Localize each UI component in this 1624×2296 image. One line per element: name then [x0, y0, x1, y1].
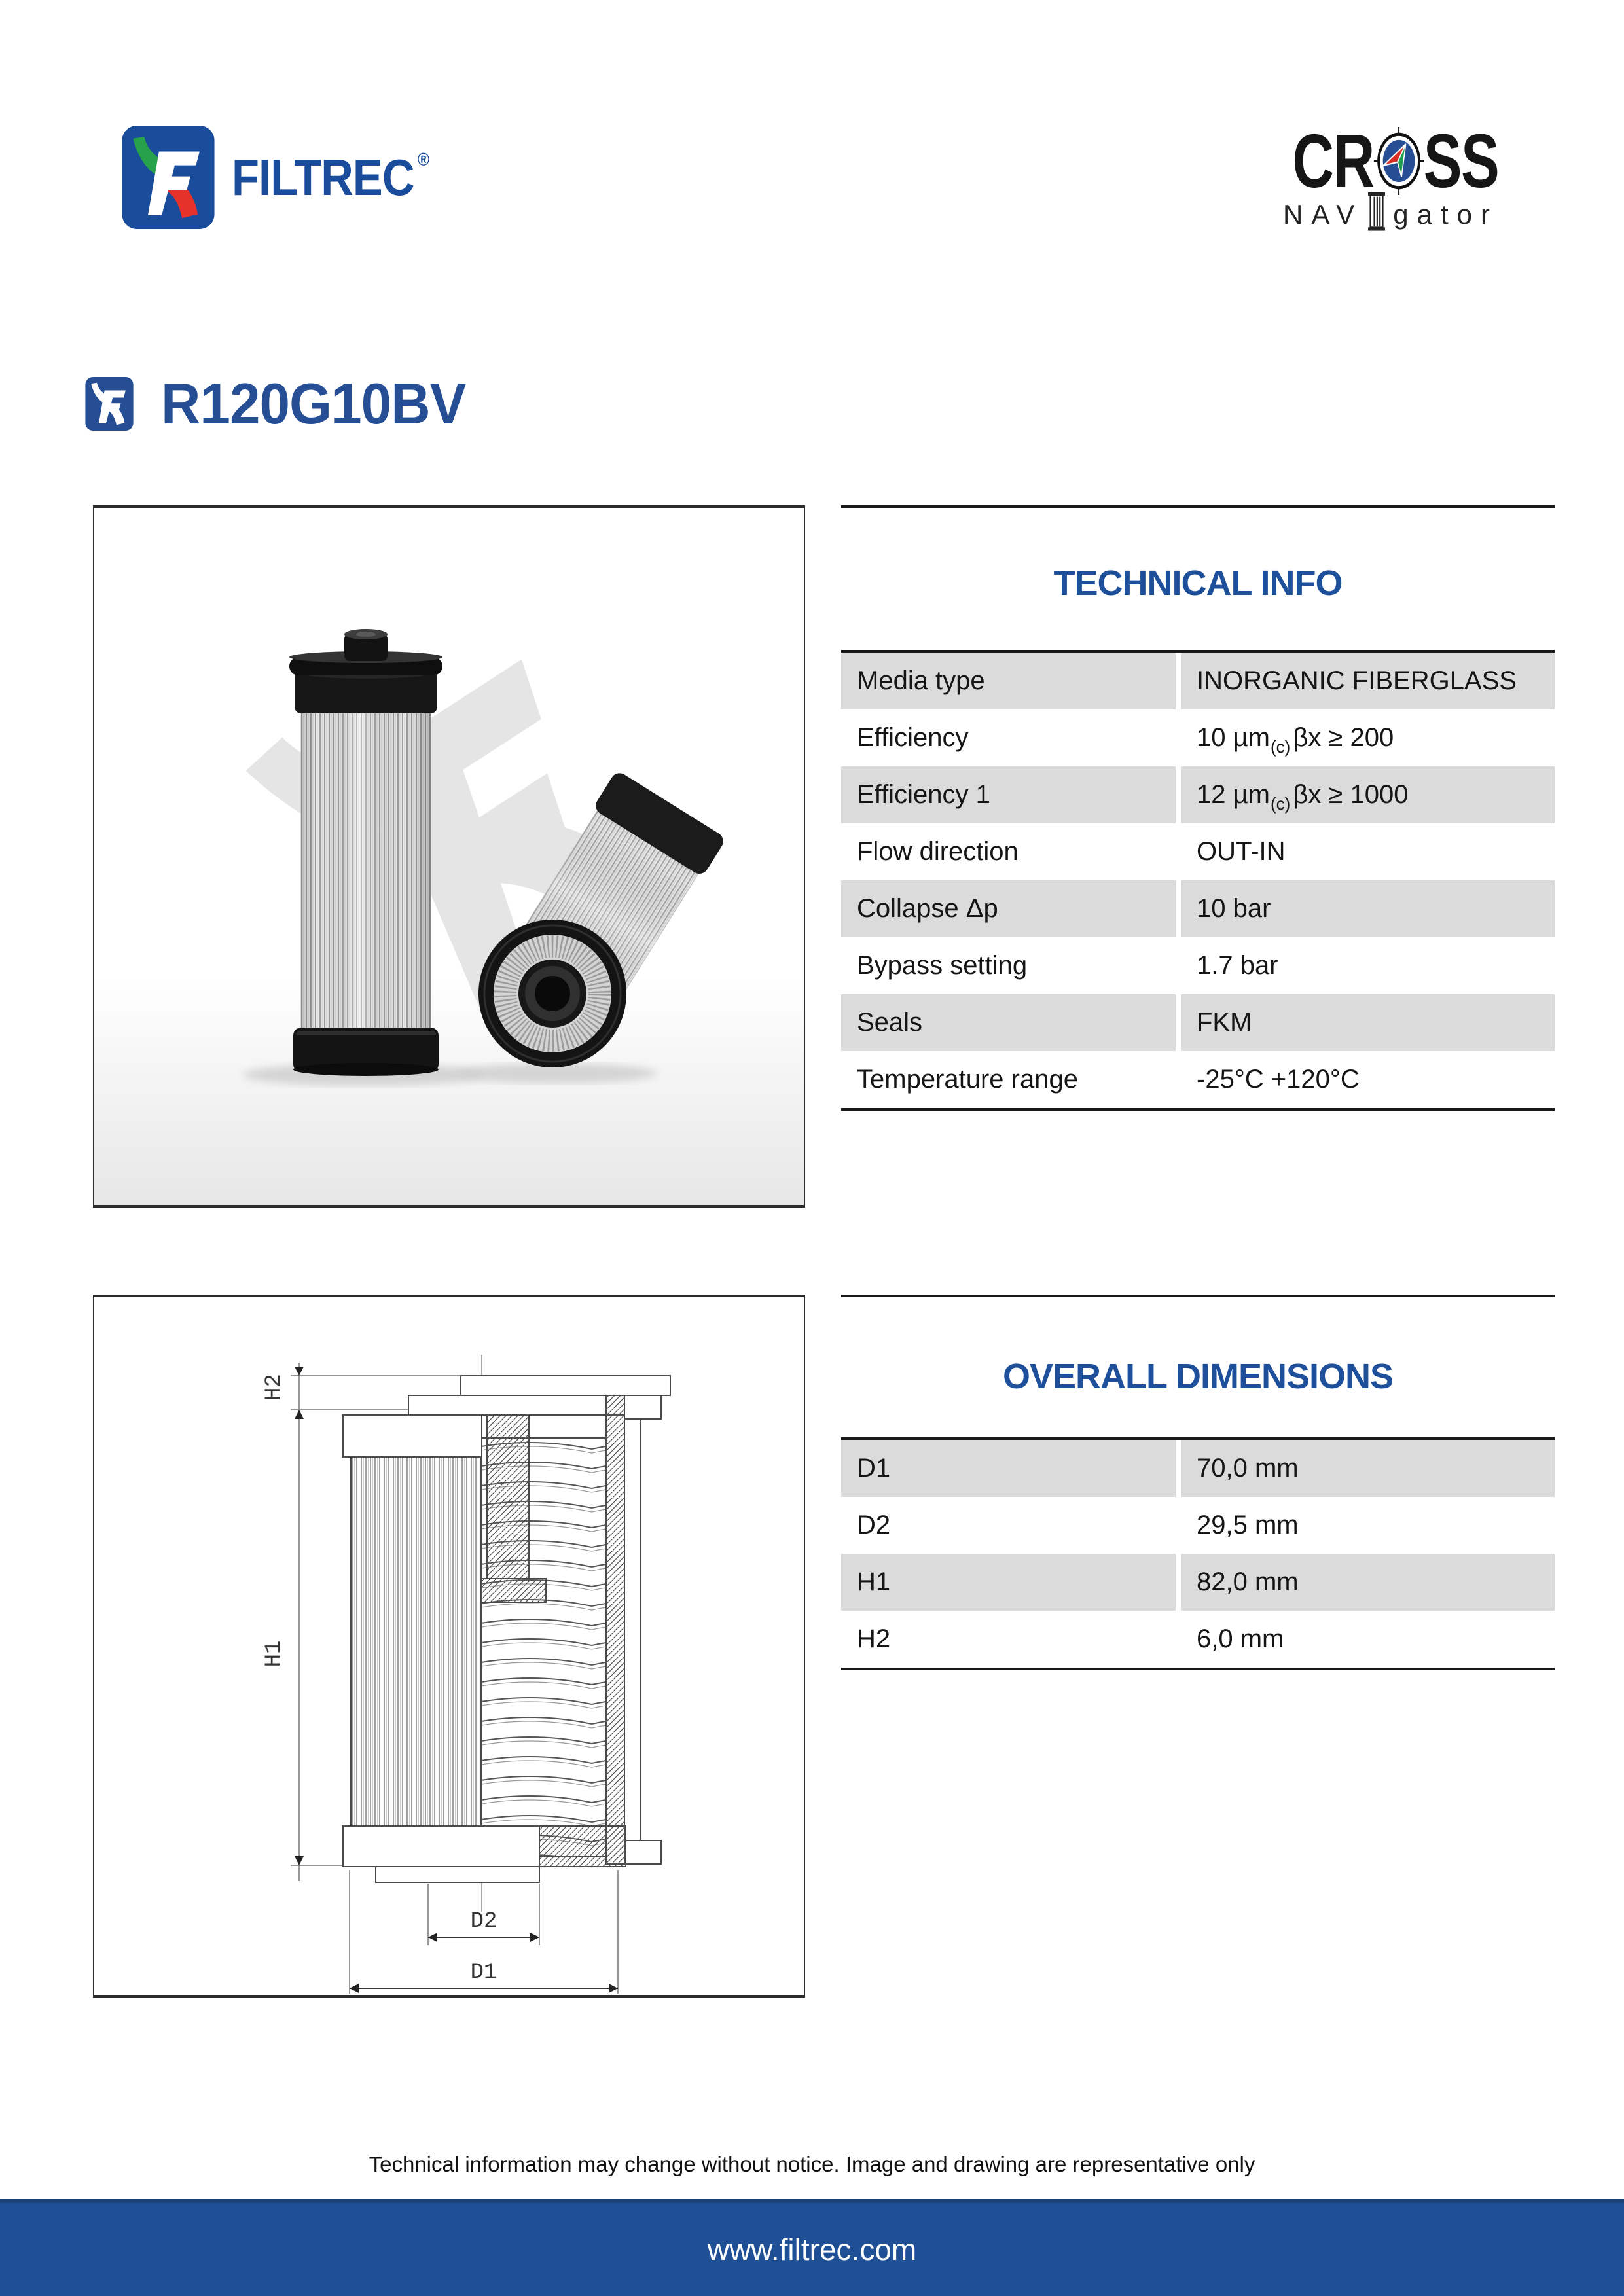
row-value: 10 µm (c) βx ≥ 200 — [1197, 723, 1394, 757]
table-row — [841, 994, 1555, 1051]
technical-drawing-image — [94, 1297, 804, 1995]
technical-info-title: TECHNICAL INFO — [1053, 564, 1343, 603]
filtrec-logo — [122, 126, 456, 229]
technical-info-table — [841, 650, 1555, 1111]
row-label: Collapse Δp — [841, 880, 1176, 937]
row-label: D1 — [841, 1440, 1176, 1497]
row-label: H1 — [841, 1554, 1176, 1611]
section-divider-line — [841, 505, 1555, 508]
dim-label-h2: H2 — [262, 1374, 287, 1401]
row-label: Seals — [841, 994, 1176, 1051]
table-row — [841, 709, 1555, 766]
table-row — [841, 823, 1555, 880]
cross-part1: CR — [1292, 118, 1374, 204]
row-value: FKM — [1181, 994, 1555, 1051]
table-row — [841, 880, 1555, 937]
technical-drawing-box — [93, 1295, 805, 1998]
row-value: -25°C +120°C — [1197, 1065, 1360, 1094]
navigator-post: gator — [1393, 199, 1498, 230]
navigator-pre: NAV — [1283, 199, 1363, 230]
row-value: 12 µm (c) βx ≥ 1000 — [1181, 766, 1555, 823]
row-label: Flow direction — [857, 837, 1019, 866]
row-label: Efficiency — [857, 723, 969, 752]
row-label: H2 — [857, 1624, 891, 1653]
row-label: Efficiency 1 — [841, 766, 1176, 823]
dim-label-d1: D1 — [470, 1960, 497, 1985]
filtrec-mini-mark-icon — [85, 377, 134, 431]
product-title-row — [85, 370, 482, 437]
compass-icon — [1373, 122, 1424, 200]
row-label: Media type — [841, 653, 1176, 709]
row-label: Temperature range — [857, 1065, 1078, 1094]
footer-bar — [0, 2199, 1624, 2296]
row-label: Bypass setting — [857, 951, 1028, 980]
brand-name: FILTREC — [232, 148, 414, 206]
cross-wordmark — [1292, 118, 1498, 204]
row-value: 10 bar — [1181, 880, 1555, 937]
overall-dimensions-table — [841, 1437, 1555, 1670]
filtrec-logo-icon — [122, 126, 215, 229]
row-value: OUT-IN — [1197, 837, 1286, 866]
table-row — [841, 1611, 1555, 1668]
row-label: D2 — [857, 1511, 891, 1539]
row-value: 1.7 bar — [1197, 951, 1278, 980]
cross-part2: SS — [1423, 118, 1498, 204]
standing-filter-image — [289, 629, 442, 1076]
product-photo-image — [94, 508, 804, 1205]
dim-label-h1: H1 — [262, 1640, 287, 1668]
row-value: 70,0 mm — [1181, 1440, 1555, 1497]
row-value: INORGANIC FIBERGLASS — [1181, 653, 1555, 709]
table-row — [841, 653, 1555, 709]
row-value: 6,0 mm — [1197, 1624, 1284, 1653]
row-value: 29,5 mm — [1197, 1511, 1299, 1539]
product-photo-box — [93, 505, 805, 1208]
table-row — [841, 1440, 1555, 1497]
cross-navigator-logo — [1227, 118, 1498, 230]
brand-text — [232, 148, 429, 207]
registered-mark: ® — [417, 149, 429, 170]
table-row — [841, 1554, 1555, 1611]
row-value: 82,0 mm — [1181, 1554, 1555, 1611]
disclaimer-text: Technical information may change without notice. Image and drawing are representative only — [369, 2152, 1255, 2176]
table-row — [841, 1497, 1555, 1554]
table-row — [841, 766, 1555, 823]
table-row — [841, 1051, 1555, 1108]
page-title: R120G10BV — [161, 371, 466, 436]
dim-label-d2: D2 — [470, 1909, 497, 1934]
overall-dimensions-title: OVERALL DIMENSIONS — [1002, 1357, 1394, 1396]
website-link[interactable]: www.filtrec.com — [707, 2233, 917, 2267]
table-row — [841, 937, 1555, 994]
section-divider-line — [841, 1295, 1555, 1297]
